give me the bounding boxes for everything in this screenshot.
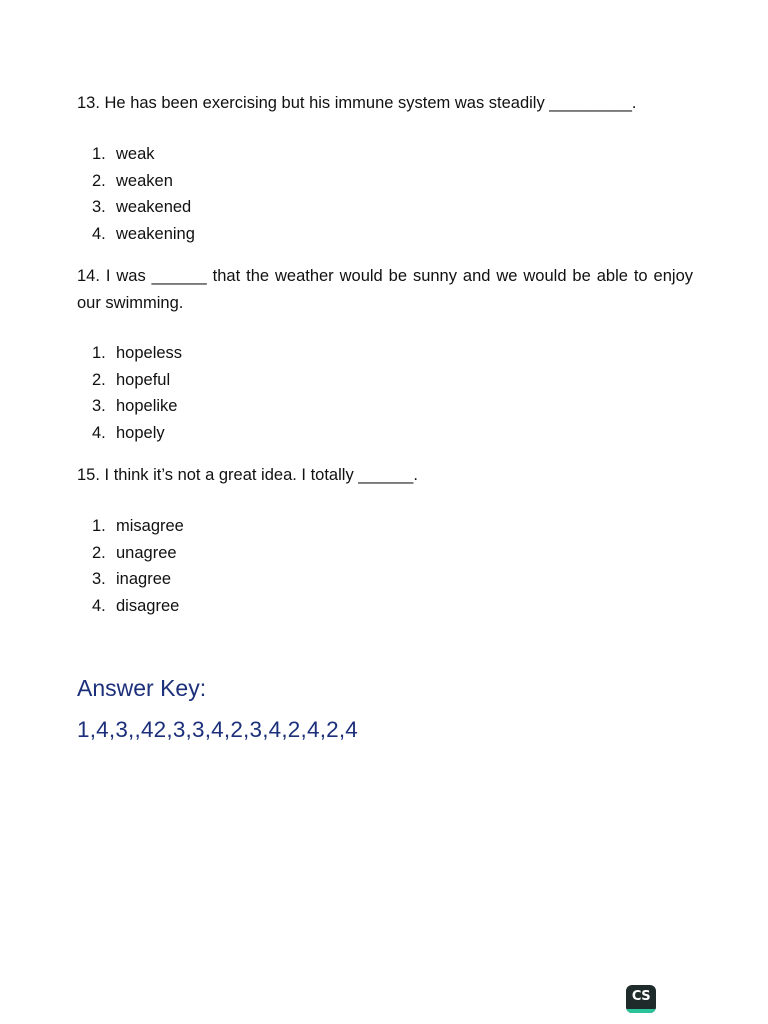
- camscanner-logo-icon: [626, 985, 656, 1013]
- option-label: unagree: [116, 543, 177, 562]
- option-number: 2.: [92, 171, 106, 190]
- question-text: 13. He has been exercising but his immune system was steadily _________.: [77, 94, 637, 112]
- option-number: 2.: [92, 370, 106, 389]
- option-number: 4.: [92, 596, 106, 615]
- option-number: 3.: [92, 570, 106, 588]
- question-15-options: [92, 513, 184, 619]
- question-text: 15. I think it’s not a great idea. I totally ______.: [77, 466, 418, 484]
- option-label: disagree: [116, 596, 180, 615]
- option-item: [92, 593, 184, 620]
- option-number: 2.: [92, 543, 106, 562]
- option-number: 4.: [92, 423, 106, 442]
- option-label: weaken: [116, 171, 173, 190]
- option-item: [92, 141, 195, 168]
- option-label: weakened: [116, 198, 192, 216]
- option-item: [92, 367, 182, 394]
- answer-key-title: Answer Key:: [77, 675, 207, 701]
- option-item: [92, 393, 182, 420]
- answer-key-values: 1,4,3,,42,3,3,4,2,3,4,2,4,2,4: [77, 717, 359, 742]
- option-label: weak: [116, 145, 155, 163]
- option-item: [92, 194, 195, 221]
- option-label: hopely: [116, 423, 165, 442]
- option-number: 1.: [92, 344, 106, 362]
- question-14: [77, 263, 693, 317]
- question-text: 14. I was ______ that the weather would be sunny and we would be able to enjoy our swimming.: [77, 267, 693, 312]
- logo-letters: CS: [631, 989, 651, 1004]
- option-item: [92, 513, 184, 540]
- logo-accent-bar: [626, 1009, 656, 1013]
- question-13: [77, 90, 693, 117]
- option-label: inagree: [116, 570, 172, 588]
- option-label: hopeless: [116, 344, 183, 362]
- question-13-options: [92, 141, 195, 247]
- option-label: weakening: [116, 224, 195, 243]
- option-number: 1.: [92, 517, 106, 535]
- question-15: [77, 462, 693, 489]
- option-item: [92, 540, 184, 567]
- option-number: 4.: [92, 224, 106, 243]
- option-item: [92, 168, 195, 195]
- option-number: 3.: [92, 397, 106, 415]
- option-label: hopelike: [116, 397, 178, 415]
- option-label: misagree: [116, 517, 184, 535]
- question-14-options: [92, 340, 182, 446]
- option-number: 3.: [92, 198, 106, 216]
- option-number: 1.: [92, 145, 106, 163]
- option-label: hopeful: [116, 370, 171, 389]
- option-item: [92, 420, 182, 447]
- option-item: [92, 221, 195, 248]
- option-item: [92, 566, 184, 593]
- option-item: [92, 340, 182, 367]
